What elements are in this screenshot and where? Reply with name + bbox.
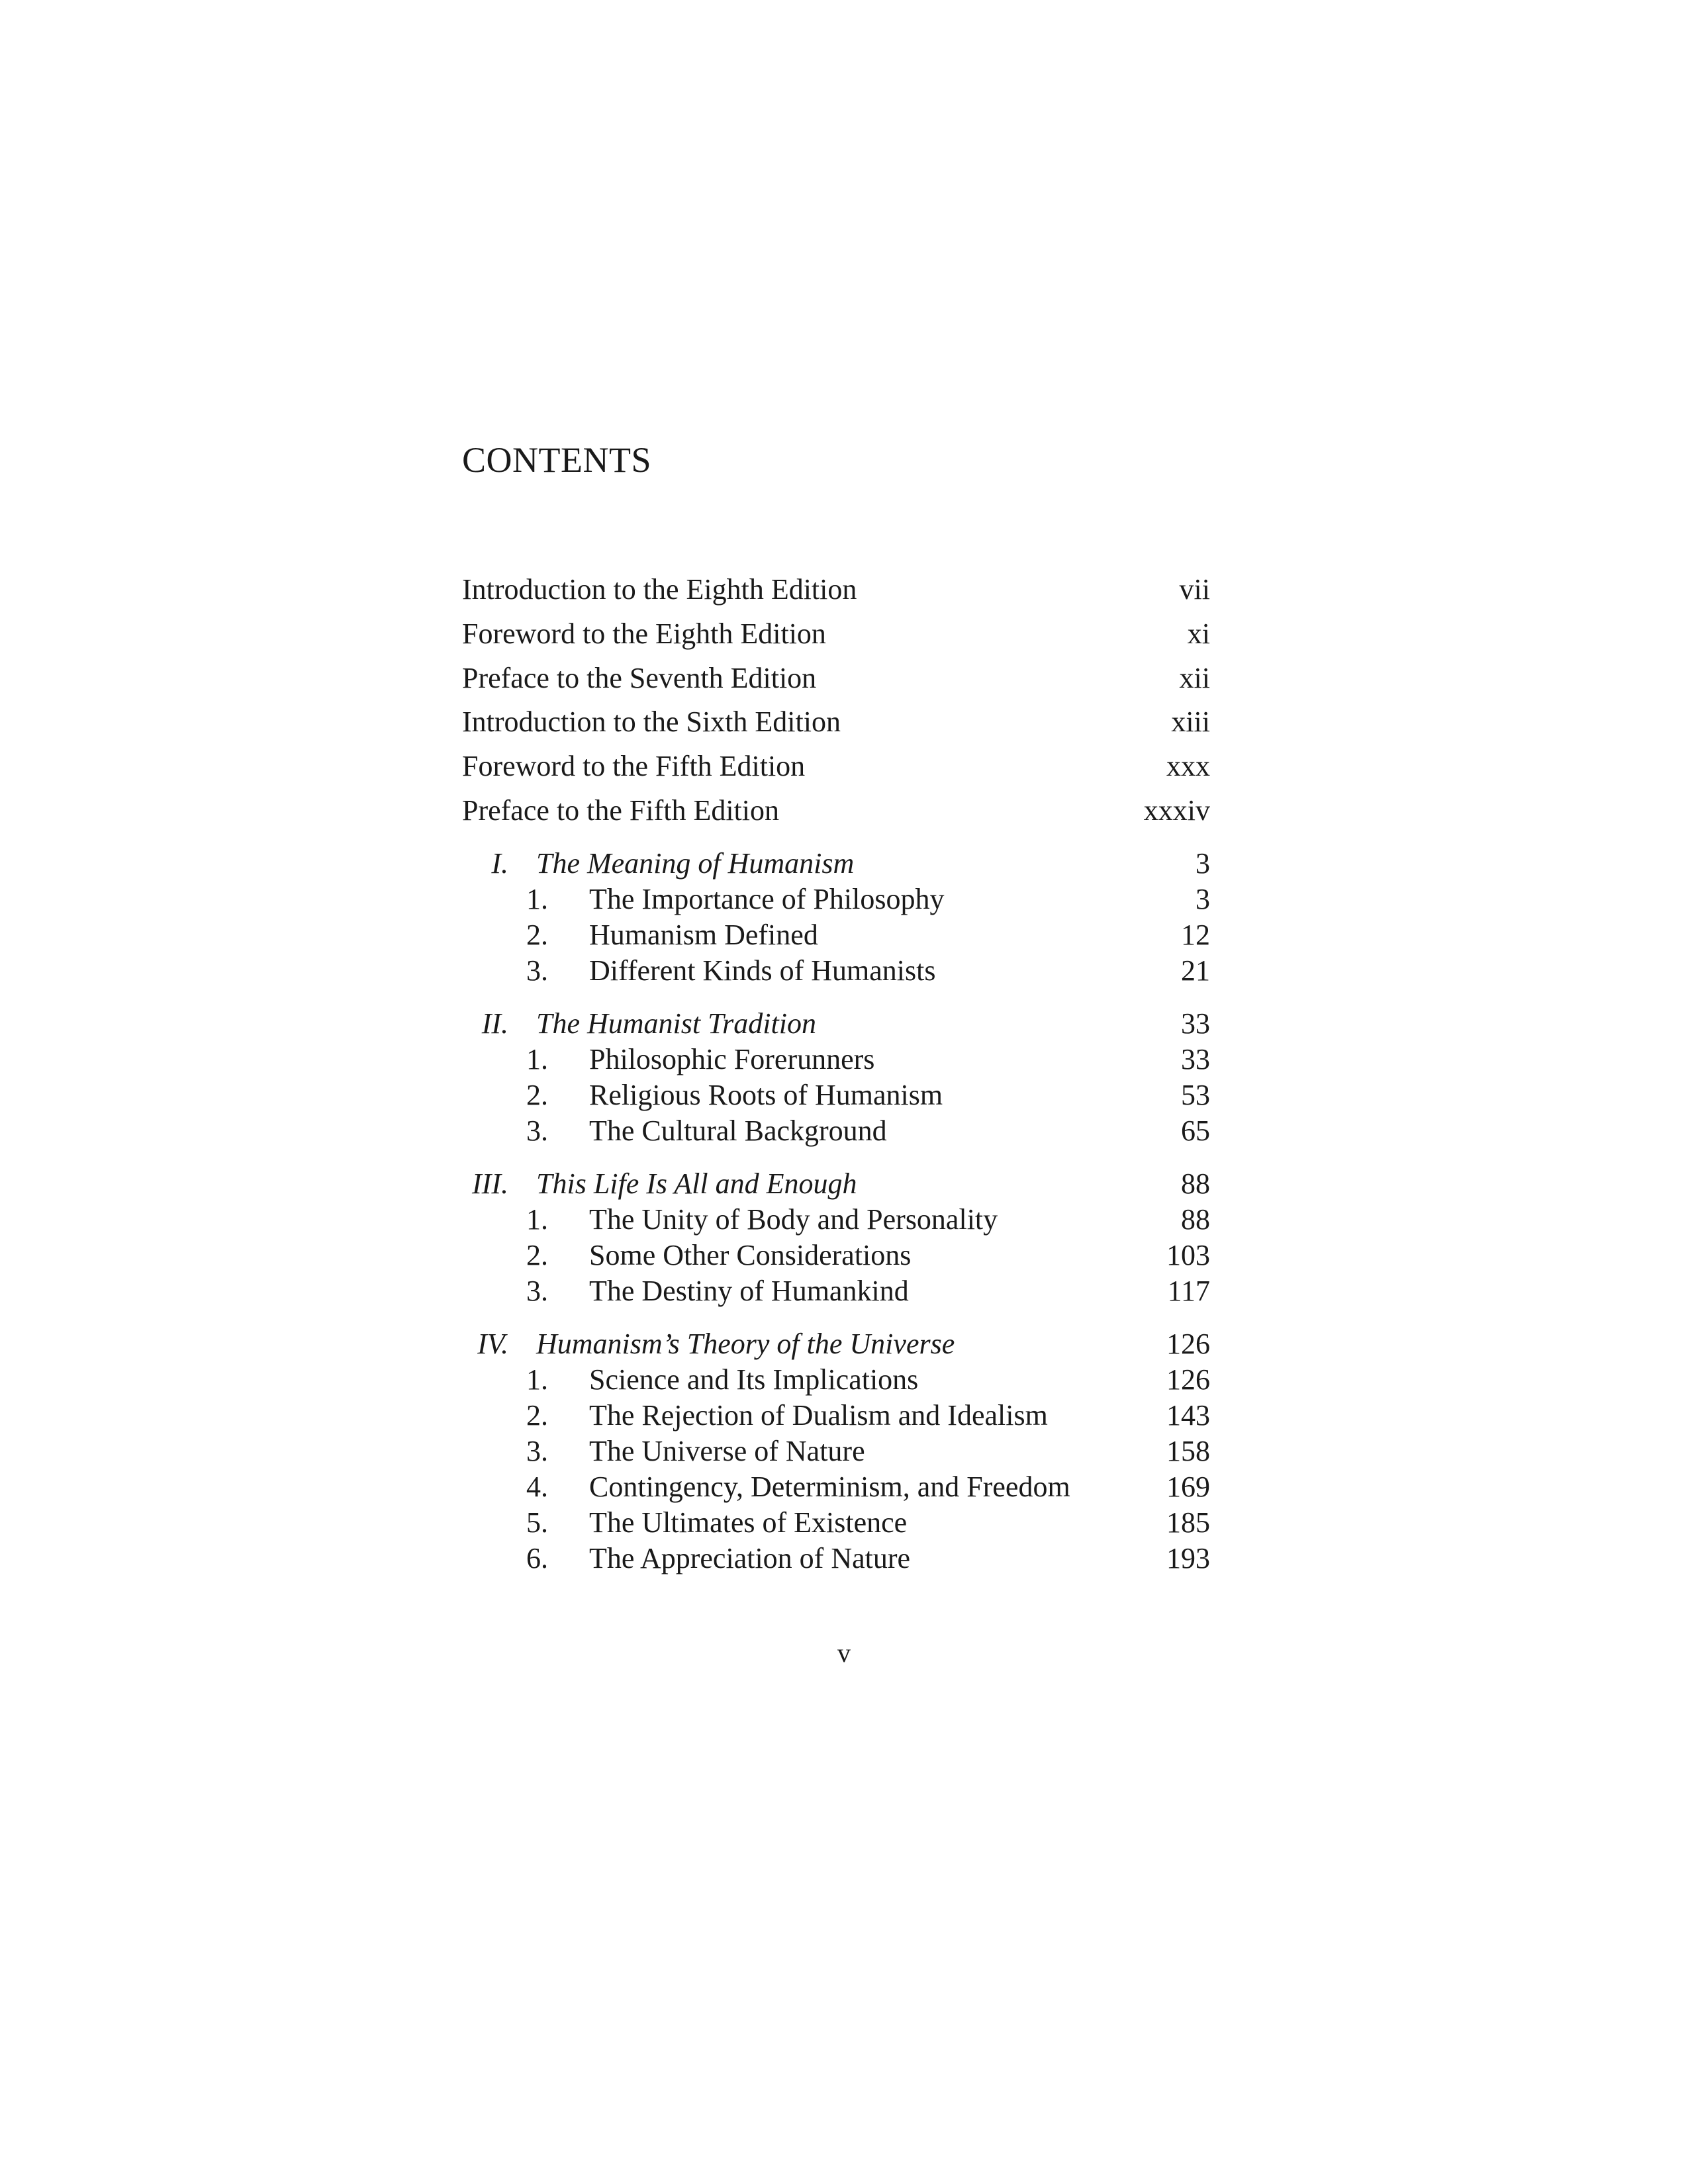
section-number: 2. <box>526 1079 548 1111</box>
section-number: 2. <box>526 1399 548 1432</box>
toc-entry-title: Introduction to the Sixth Edition <box>462 705 841 738</box>
toc-section-entry <box>462 1398 1210 1433</box>
toc-section-entry <box>462 1505 1210 1541</box>
section-number: 1. <box>526 1043 548 1075</box>
toc-entry-page: xii <box>1179 662 1210 694</box>
toc-section-entry <box>462 953 1210 989</box>
toc-front-matter-entry <box>462 745 1210 788</box>
section-page: 117 <box>1167 1275 1210 1307</box>
chapter-page: 126 <box>1166 1328 1210 1360</box>
chapter-numeral: II. <box>481 1007 508 1040</box>
toc-section-entry <box>462 1469 1210 1505</box>
section-page: 193 <box>1166 1542 1210 1574</box>
section-title: The Appreciation of Nature <box>589 1542 911 1574</box>
section-page: 65 <box>1181 1115 1210 1147</box>
section-title: The Ultimates of Existence <box>589 1506 908 1539</box>
toc-chapter-entry <box>462 1166 1210 1202</box>
chapter-title: This Life Is All and Enough <box>536 1167 857 1200</box>
toc-section-entry <box>462 1273 1210 1309</box>
chapter-page: 33 <box>1181 1007 1210 1040</box>
toc-section-entry <box>462 1113 1210 1149</box>
section-page: 185 <box>1166 1506 1210 1539</box>
section-number: 2. <box>526 1239 548 1271</box>
section-title: The Destiny of Humankind <box>589 1275 909 1307</box>
toc-section-entry <box>462 1433 1210 1469</box>
toc-chapter-entry <box>462 846 1210 882</box>
chapter-numeral: IV. <box>477 1328 508 1360</box>
section-title: The Unity of Body and Personality <box>589 1203 998 1236</box>
section-page: 169 <box>1166 1471 1210 1503</box>
section-title: Religious Roots of Humanism <box>589 1079 943 1111</box>
toc-section-entry <box>462 1042 1210 1077</box>
section-title: The Universe of Nature <box>589 1435 865 1467</box>
toc-entry-page: xxx <box>1166 750 1210 782</box>
toc-entry-title: Introduction to the Eighth Edition <box>462 573 857 606</box>
toc-section-entry <box>462 1238 1210 1273</box>
toc-front-matter-entry <box>462 789 1210 833</box>
section-number: 1. <box>526 883 548 915</box>
section-page: 33 <box>1181 1043 1210 1075</box>
section-number: 1. <box>526 1203 548 1236</box>
section-title: The Importance of Philosophy <box>589 883 945 915</box>
section-title: Humanism Defined <box>589 919 818 951</box>
section-page: 3 <box>1196 883 1210 915</box>
section-title: Philosophic Forerunners <box>589 1043 875 1075</box>
toc-front-matter-entry <box>462 657 1210 700</box>
page-title: CONTENTS <box>462 440 651 480</box>
chapter-title: The Meaning of Humanism <box>536 847 855 880</box>
section-title: Different Kinds of Humanists <box>589 954 936 987</box>
section-title: The Rejection of Dualism and Idealism <box>589 1399 1048 1432</box>
toc-section-entry <box>462 1362 1210 1398</box>
page-number: v <box>837 1638 851 1668</box>
section-page: 53 <box>1181 1079 1210 1111</box>
chapter-page: 3 <box>1196 847 1210 880</box>
chapter-title: The Humanist Tradition <box>536 1007 816 1040</box>
section-number: 4. <box>526 1471 548 1503</box>
chapter-page: 88 <box>1181 1167 1210 1200</box>
section-page: 126 <box>1166 1363 1210 1396</box>
section-page: 143 <box>1166 1399 1210 1432</box>
section-number: 3. <box>526 1275 548 1307</box>
toc-entry-title: Preface to the Seventh Edition <box>462 662 817 694</box>
section-page: 158 <box>1166 1435 1210 1467</box>
toc-chapter-entry <box>462 1006 1210 1042</box>
section-title: Science and Its Implications <box>589 1363 919 1396</box>
section-page: 21 <box>1181 954 1210 987</box>
section-number: 6. <box>526 1542 548 1574</box>
toc-chapter-entry <box>462 1326 1210 1362</box>
section-title: The Cultural Background <box>589 1115 887 1147</box>
toc-section-entry <box>462 882 1210 917</box>
section-number: 3. <box>526 954 548 987</box>
chapter-numeral: I. <box>491 847 508 880</box>
toc-entry-title: Preface to the Fifth Edition <box>462 794 779 827</box>
section-number: 3. <box>526 1115 548 1147</box>
toc-entry-page: xxxiv <box>1143 794 1210 827</box>
section-number: 5. <box>526 1506 548 1539</box>
section-page: 88 <box>1181 1203 1210 1236</box>
toc-section-entry <box>462 1541 1210 1576</box>
toc-entry-page: xi <box>1187 617 1210 650</box>
section-number: 1. <box>526 1363 548 1396</box>
toc-entry-title: Foreword to the Fifth Edition <box>462 750 806 782</box>
chapter-title: Humanism’s Theory of the Universe <box>536 1328 955 1360</box>
toc-entry-title: Foreword to the Eighth Edition <box>462 617 826 650</box>
toc-front-matter-entry <box>462 700 1210 744</box>
section-title: Contingency, Determinism, and Freedom <box>589 1471 1070 1503</box>
section-page: 12 <box>1181 919 1210 951</box>
section-title: Some Other Considerations <box>589 1239 912 1271</box>
toc-section-entry <box>462 917 1210 953</box>
toc-front-matter-entry <box>462 612 1210 656</box>
section-page: 103 <box>1166 1239 1210 1271</box>
toc-front-matter-entry <box>462 568 1210 612</box>
toc-section-entry <box>462 1077 1210 1113</box>
toc-entry-page: vii <box>1179 573 1210 606</box>
chapter-numeral: III. <box>472 1167 508 1200</box>
section-number: 3. <box>526 1435 548 1467</box>
toc-section-entry <box>462 1202 1210 1238</box>
toc-entry-page: xiii <box>1171 705 1210 738</box>
section-number: 2. <box>526 919 548 951</box>
